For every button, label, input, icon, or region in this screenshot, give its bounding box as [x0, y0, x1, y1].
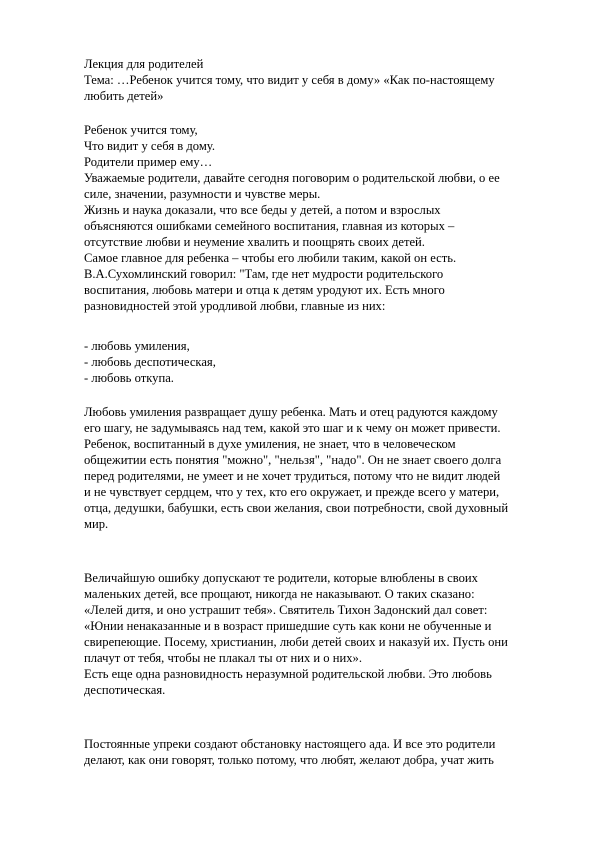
- list-item: - любовь деспотическая,: [84, 355, 216, 369]
- poem-line: Ребенок учится тому,: [84, 123, 198, 137]
- paragraph-oshibka: [84, 570, 564, 698]
- topic-line: Тема: …Ребенок учится тому, что видит у себя в дому» «Как по-настоящему: [84, 73, 495, 87]
- text-line: объясняются ошибками семейного воспитания, главная из которых –: [84, 219, 455, 233]
- text-line: маленьких детей, все прощают, никогда не наказывают. О таких сказано:: [84, 587, 475, 601]
- love-types-list: [84, 338, 564, 386]
- topic-line: любить детей»: [84, 89, 164, 103]
- document-header: [84, 56, 564, 104]
- text-line: «Юнии ненаказанные и в возраст пришедшие суть как кони не обученные и: [84, 619, 492, 633]
- text-line: общежитии есть понятия "можно", "нельзя", "надо". Он не знает своего долга: [84, 453, 502, 467]
- text-line: делают, как они говорят, только потому, что любят, желают добра, учат жить: [84, 753, 494, 767]
- text-line: Есть еще одна разновидность неразумной родительской любви. Это любовь: [84, 667, 492, 681]
- text-line: «Лелей дитя, и оно устрашит тебя». Святитель Тихон Задонский дал совет:: [84, 603, 488, 617]
- poem-line: Родители пример ему…: [84, 155, 213, 169]
- text-line: В.А.Сухомлинский говорил: "Там, где нет мудрости родительского: [84, 267, 444, 281]
- text-line: Постоянные упреки создают обстановку настоящего ада. И все это родители: [84, 737, 496, 751]
- text-line: и не чувствует сердцем, что у тех, кто его окружает, и прежде всего у матери,: [84, 485, 500, 499]
- paragraph-umilenie: [84, 404, 564, 532]
- text-line: силе, значении, разумности и чувстве меры.: [84, 187, 321, 201]
- text-line: отца, дедушки, бабушки, есть свои желания, свои потребности, свой духовный: [84, 501, 509, 515]
- paragraph-upreki: [84, 736, 564, 768]
- text-line: мир.: [84, 517, 109, 531]
- text-line: плачут от тебя, чтобы не плакал ты от них и о них».: [84, 651, 362, 665]
- text-line: отсутствие любви и неумение хвалить и поощрять своих детей.: [84, 235, 425, 249]
- document-title: Лекция для родителей: [84, 57, 204, 71]
- text-line: Ребенок, воспитанный в духе умиления, не знает, что в человеческом: [84, 437, 456, 451]
- text-line: его шагу, не задумываясь над тем, какой это шаг и к чему он может привести.: [84, 421, 501, 435]
- poem-block: [84, 122, 564, 314]
- list-item: - любовь откупа.: [84, 371, 174, 385]
- list-item: - любовь умиления,: [84, 339, 190, 353]
- text-line: воспитания, любовь матери и отца к детям уродуют их. Есть много: [84, 283, 445, 297]
- text-line: Величайшую ошибку допускают те родители, которые влюблены в своих: [84, 571, 478, 585]
- text-line: Уважаемые родители, давайте сегодня поговорим о родительской любви, о ее: [84, 171, 500, 185]
- text-line: свирепеющие. Посему, христианин, люби детей своих и наказуй их. Пусть они: [84, 635, 508, 649]
- text-line: Любовь умиления развращает душу ребенка. Мать и отец радуются каждому: [84, 405, 498, 419]
- text-line: перед родителями, не умеет и не хочет трудиться, потому что не видит людей: [84, 469, 501, 483]
- text-line: деспотическая.: [84, 683, 166, 697]
- text-line: разновидностей этой уродливой любви, главные из них:: [84, 299, 386, 313]
- text-line: Жизнь и наука доказали, что все беды у детей, а потом и взрослых: [84, 203, 441, 217]
- text-line: Самое главное для ребенка – чтобы его любили таким, какой он есть.: [84, 251, 457, 265]
- poem-line: Что видит у себя в дому.: [84, 139, 215, 153]
